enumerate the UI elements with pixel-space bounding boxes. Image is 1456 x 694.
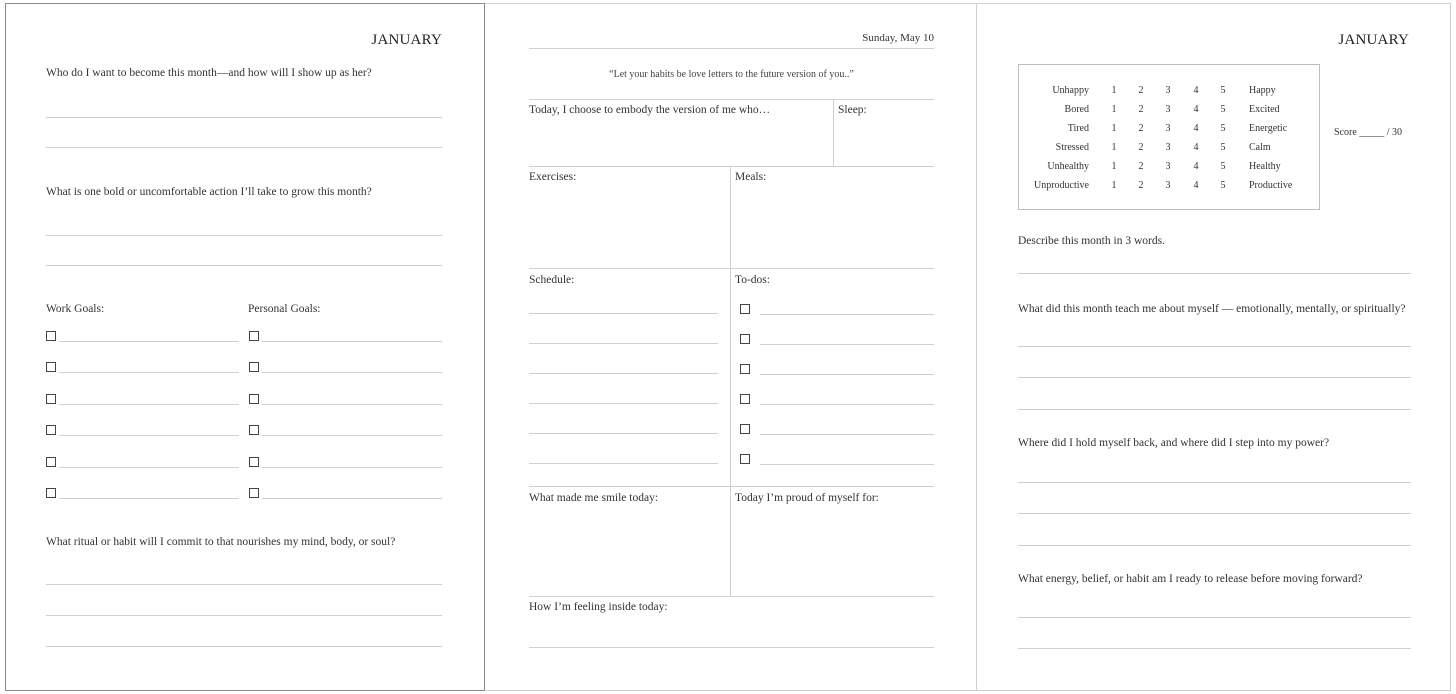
mood-positive-label: Calm	[1249, 142, 1271, 153]
proud-label: Today I’m proud of myself for:	[735, 492, 879, 504]
answer-line[interactable]	[529, 647, 934, 648]
page-header: JANUARY	[371, 32, 442, 48]
mood-positive-label: Happy	[1249, 85, 1276, 96]
right-page	[976, 3, 1451, 691]
personal-goal-line[interactable]	[262, 467, 442, 468]
mood-scale-number[interactable]: 2	[1138, 85, 1144, 96]
todo-line[interactable]	[760, 434, 934, 435]
mood-scale	[1018, 64, 1320, 210]
mood-scale-number[interactable]: 3	[1165, 142, 1171, 153]
mood-scale-number[interactable]: 1	[1111, 85, 1117, 96]
mood-scale-number[interactable]: 5	[1220, 142, 1226, 153]
sleep-label: Sleep:	[838, 104, 867, 116]
schedule-line[interactable]	[529, 403, 718, 404]
personal-goal-line[interactable]	[262, 404, 442, 405]
embody-label: Today, I choose to embody the version of me who…	[529, 104, 771, 116]
mood-scale-number[interactable]: 1	[1111, 123, 1117, 134]
mood-scale-number[interactable]: 1	[1111, 104, 1117, 115]
mood-scale-number[interactable]: 5	[1220, 180, 1226, 191]
divider	[529, 486, 934, 487]
mood-scale-number[interactable]: 3	[1165, 85, 1171, 96]
mood-scale-number[interactable]: 4	[1193, 142, 1199, 153]
mood-scale-number[interactable]: 2	[1138, 142, 1144, 153]
mood-negative-label: Unproductive	[1034, 180, 1089, 191]
work-goal-line[interactable]	[59, 498, 239, 499]
answer-line[interactable]	[46, 615, 442, 616]
mood-positive-label: Productive	[1249, 180, 1293, 191]
mood-scale-number[interactable]: 3	[1165, 161, 1171, 172]
todo-line[interactable]	[760, 314, 934, 315]
answer-line[interactable]	[46, 584, 442, 585]
mood-scale-number[interactable]: 5	[1220, 161, 1226, 172]
work-goal-line[interactable]	[59, 341, 239, 342]
personal-goal-line[interactable]	[262, 372, 442, 373]
todo-checkbox[interactable]	[740, 334, 750, 344]
score-label: Score _____ / 30	[1334, 127, 1403, 138]
answer-line[interactable]	[1018, 377, 1411, 378]
mood-scale-number[interactable]: 1	[1111, 161, 1117, 172]
personal-goal-checkbox[interactable]	[249, 394, 259, 404]
question-hold-back: Where did I hold myself back, and where did I step into my power?	[1018, 437, 1330, 449]
question-release: What energy, belief, or habit am I ready to release before moving forward?	[1018, 573, 1363, 585]
schedule-line[interactable]	[529, 433, 718, 434]
work-goal-checkbox[interactable]	[46, 425, 56, 435]
todo-checkbox[interactable]	[740, 304, 750, 314]
mood-scale-number[interactable]: 2	[1138, 180, 1144, 191]
schedule-line[interactable]	[529, 343, 718, 344]
todo-checkbox[interactable]	[740, 454, 750, 464]
mood-row	[1019, 85, 1319, 101]
middle-page	[485, 3, 976, 691]
personal-goal-line[interactable]	[262, 435, 442, 436]
work-goal-checkbox[interactable]	[46, 457, 56, 467]
mood-row	[1019, 104, 1319, 120]
todo-line[interactable]	[760, 344, 934, 345]
mood-scale-number[interactable]: 4	[1193, 180, 1199, 191]
mood-row	[1019, 180, 1319, 196]
answer-line[interactable]	[1018, 545, 1411, 546]
mood-scale-number[interactable]: 4	[1193, 104, 1199, 115]
schedule-line[interactable]	[529, 373, 718, 374]
mood-negative-label: Unhealthy	[1047, 161, 1089, 172]
work-goal-line[interactable]	[59, 467, 239, 468]
schedule-line[interactable]	[529, 463, 718, 464]
answer-line[interactable]	[1018, 346, 1411, 347]
todo-line[interactable]	[760, 374, 934, 375]
left-page	[5, 3, 485, 691]
feeling-label: How I’m feeling inside today:	[529, 601, 668, 613]
answer-line[interactable]	[46, 265, 442, 266]
divider	[529, 166, 934, 167]
mood-scale-number[interactable]: 4	[1193, 123, 1199, 134]
answer-line[interactable]	[1018, 482, 1411, 483]
mood-positive-label: Energetic	[1249, 123, 1288, 134]
mood-scale-number[interactable]: 5	[1220, 85, 1226, 96]
question-become: Who do I want to become this month—and how will I show up as her?	[46, 67, 372, 79]
mood-negative-label: Bored	[1064, 104, 1089, 115]
work-goal-line[interactable]	[59, 372, 239, 373]
todo-checkbox[interactable]	[740, 364, 750, 374]
mood-row	[1019, 161, 1319, 177]
work-goal-checkbox[interactable]	[46, 394, 56, 404]
personal-goal-checkbox[interactable]	[249, 362, 259, 372]
personal-goal-checkbox[interactable]	[249, 425, 259, 435]
question-three-words: Describe this month in 3 words.	[1018, 235, 1165, 247]
smile-label: What made me smile today:	[529, 492, 659, 504]
page-header: JANUARY	[1338, 32, 1409, 48]
mood-scale-number[interactable]: 2	[1138, 104, 1144, 115]
mood-scale-number[interactable]: 5	[1220, 123, 1226, 134]
answer-line[interactable]	[46, 117, 442, 118]
question-teach: What did this month teach me about myself — emotionally, mentally, or spiritually?	[1018, 303, 1406, 315]
mood-negative-label: Unhappy	[1052, 85, 1089, 96]
divider	[833, 100, 834, 166]
work-goal-line[interactable]	[59, 435, 239, 436]
personal-goal-line[interactable]	[262, 498, 442, 499]
todo-checkbox[interactable]	[740, 394, 750, 404]
todos-label: To-dos:	[735, 274, 770, 286]
answer-line[interactable]	[1018, 513, 1411, 514]
personal-goal-line[interactable]	[262, 341, 442, 342]
question-ritual: What ritual or habit will I commit to that nourishes my mind, body, or soul?	[46, 536, 396, 548]
mood-scale-number[interactable]: 3	[1165, 123, 1171, 134]
mood-scale-number[interactable]: 1	[1111, 180, 1117, 191]
divider	[730, 167, 731, 597]
work-goal-checkbox[interactable]	[46, 488, 56, 498]
mood-positive-label: Healthy	[1249, 161, 1281, 172]
meals-label: Meals:	[735, 171, 767, 183]
mood-row	[1019, 123, 1319, 139]
mood-positive-label: Excited	[1249, 104, 1280, 115]
question-bold-action: What is one bold or uncomfortable action I’ll take to grow this month?	[46, 186, 372, 198]
mood-negative-label: Tired	[1067, 123, 1089, 134]
mood-scale-number[interactable]: 5	[1220, 104, 1226, 115]
mood-scale-number[interactable]: 2	[1138, 123, 1144, 134]
divider	[529, 268, 934, 269]
divider	[529, 48, 934, 49]
mood-negative-label: Stressed	[1055, 142, 1089, 153]
exercises-label: Exercises:	[529, 171, 577, 183]
date-label: Sunday, May 10	[862, 32, 934, 44]
mood-scale-number[interactable]: 4	[1193, 161, 1199, 172]
divider	[529, 596, 934, 597]
quote: “Let your habits be love letters to the future version of you..”	[609, 69, 854, 80]
mood-scale-number[interactable]: 4	[1193, 85, 1199, 96]
mood-scale-number[interactable]: 3	[1165, 104, 1171, 115]
work-goal-checkbox[interactable]	[46, 331, 56, 341]
mood-scale-number[interactable]: 2	[1138, 161, 1144, 172]
personal-goals-label: Personal Goals:	[248, 303, 321, 315]
todo-line[interactable]	[760, 464, 934, 465]
work-goal-line[interactable]	[59, 404, 239, 405]
personal-goal-checkbox[interactable]	[249, 488, 259, 498]
mood-scale-number[interactable]: 3	[1165, 180, 1171, 191]
todo-checkbox[interactable]	[740, 424, 750, 434]
answer-line[interactable]	[46, 147, 442, 148]
answer-line[interactable]	[1018, 409, 1411, 410]
personal-goal-checkbox[interactable]	[249, 331, 259, 341]
work-goal-checkbox[interactable]	[46, 362, 56, 372]
mood-row	[1019, 142, 1319, 158]
answer-line[interactable]	[1018, 273, 1411, 274]
answer-line[interactable]	[46, 235, 442, 236]
answer-line[interactable]	[46, 646, 442, 647]
personal-goal-checkbox[interactable]	[249, 457, 259, 467]
answer-line[interactable]	[1018, 648, 1411, 649]
schedule-line[interactable]	[529, 313, 718, 314]
todo-line[interactable]	[760, 404, 934, 405]
divider	[529, 99, 934, 100]
schedule-label: Schedule:	[529, 274, 575, 286]
work-goals-label: Work Goals:	[46, 303, 105, 315]
mood-scale-number[interactable]: 1	[1111, 142, 1117, 153]
answer-line[interactable]	[1018, 617, 1411, 618]
